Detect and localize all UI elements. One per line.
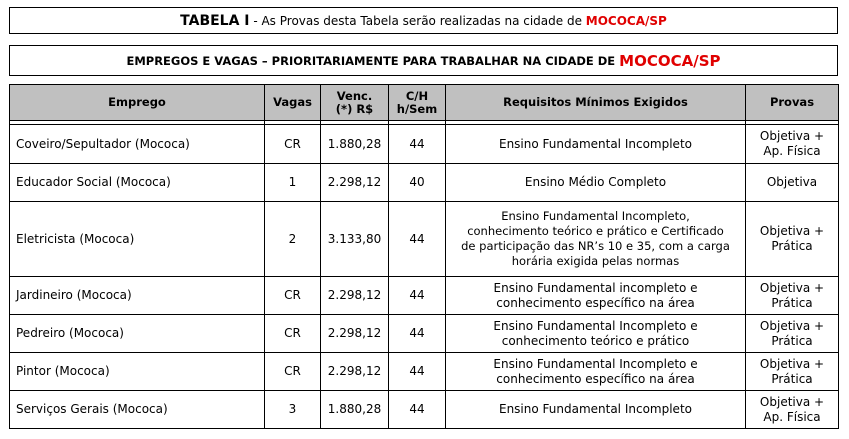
cell-venc: 2.298,12 — [321, 164, 389, 202]
subtitle-city: MOCOCA/SP — [619, 51, 721, 70]
col-requisitos: Requisitos Mínimos Exigidos — [446, 85, 746, 121]
table-row — [10, 125, 839, 164]
table-row — [10, 391, 839, 429]
cell-emprego: Pedreiro (Mococa) — [10, 315, 265, 353]
cell-vagas: 1 — [265, 164, 321, 202]
cell-provas: Objetiva — [746, 164, 839, 202]
cell-ch: 44 — [389, 315, 446, 353]
col-vagas: Vagas — [265, 85, 321, 121]
cell-vagas: CR — [265, 353, 321, 391]
cell-ch: 44 — [389, 202, 446, 277]
cell-requisitos: Ensino Fundamental Incompleto e conhecimento específico na área — [446, 353, 746, 391]
cell-emprego: Serviços Gerais (Mococa) — [10, 391, 265, 429]
table-row — [10, 277, 839, 315]
cell-vagas: CR — [265, 315, 321, 353]
jobs-table — [9, 84, 839, 429]
cell-requisitos: Ensino Médio Completo — [446, 164, 746, 202]
cell-emprego: Jardineiro (Mococa) — [10, 277, 265, 315]
title-main: TABELA I — [180, 12, 250, 29]
cell-vagas: 3 — [265, 391, 321, 429]
cell-venc: 2.298,12 — [321, 315, 389, 353]
cell-ch: 44 — [389, 353, 446, 391]
cell-requisitos: Ensino Fundamental Incompleto, conhecimento teórico e prático e Certificado de participação das NR’s 10 e 35, com a carga horária exigida pelas normas — [446, 202, 746, 277]
cell-emprego: Eletricista (Mococa) — [10, 202, 265, 277]
cell-provas: Objetiva + Prática — [746, 315, 839, 353]
table-row — [10, 202, 839, 277]
cell-requisitos: Ensino Fundamental Incompleto — [446, 391, 746, 429]
cell-vagas: 2 — [265, 202, 321, 277]
cell-emprego: Pintor (Mococa) — [10, 353, 265, 391]
cell-vagas: CR — [265, 125, 321, 164]
col-provas: Provas — [746, 85, 839, 121]
cell-emprego: Educador Social (Mococa) — [10, 164, 265, 202]
table-title — [9, 7, 838, 34]
subtitle — [9, 45, 838, 76]
col-venc: Venc. (*) R$ — [321, 85, 389, 121]
cell-ch: 44 — [389, 391, 446, 429]
cell-requisitos: Ensino Fundamental incompleto e conhecimento específico na área — [446, 277, 746, 315]
cell-vagas: CR — [265, 277, 321, 315]
cell-ch: 44 — [389, 277, 446, 315]
cell-venc: 3.133,80 — [321, 202, 389, 277]
cell-venc: 2.298,12 — [321, 353, 389, 391]
cell-venc: 1.880,28 — [321, 125, 389, 164]
cell-requisitos: Ensino Fundamental Incompleto — [446, 125, 746, 164]
title-city: MOCOCA/SP — [585, 13, 667, 28]
table-row — [10, 164, 839, 202]
cell-ch: 44 — [389, 125, 446, 164]
cell-emprego: Coveiro/Sepultador (Mococa) — [10, 125, 265, 164]
table-row — [10, 315, 839, 353]
title-rest: - As Provas desta Tabela serão realizadas na cidade de — [249, 13, 586, 28]
cell-provas: Objetiva + Ap. Física — [746, 391, 839, 429]
table-row — [10, 353, 839, 391]
cell-requisitos: Ensino Fundamental Incompleto e conhecimento teórico e prático — [446, 315, 746, 353]
cell-venc: 2.298,12 — [321, 277, 389, 315]
cell-ch: 40 — [389, 164, 446, 202]
cell-provas: Objetiva + Prática — [746, 353, 839, 391]
cell-provas: Objetiva + Ap. Física — [746, 125, 839, 164]
cell-provas: Objetiva + Prática — [746, 202, 839, 277]
col-ch: C/H h/Sem — [389, 85, 446, 121]
subtitle-main: EMPREGOS E VAGAS – PRIORITARIAMENTE PARA TRABALHAR NA CIDADE DE — [126, 53, 616, 68]
cell-venc: 1.880,28 — [321, 391, 389, 429]
col-emprego: Emprego — [10, 85, 265, 121]
table-header-row — [10, 85, 839, 121]
cell-provas: Objetiva + Prática — [746, 277, 839, 315]
